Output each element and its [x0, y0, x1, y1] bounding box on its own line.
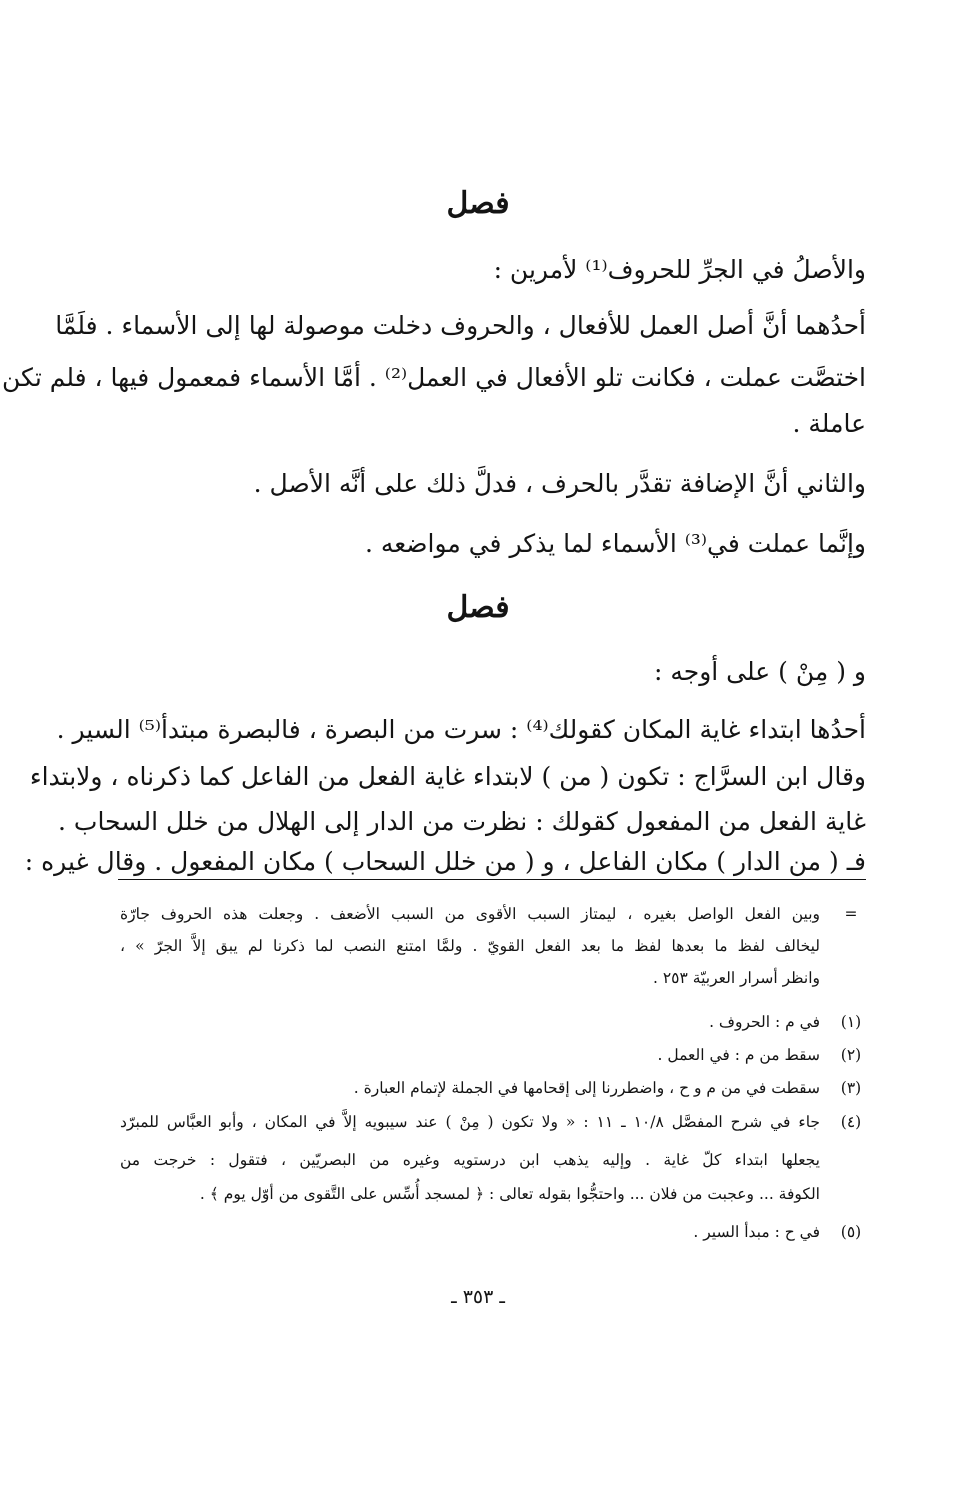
footnote-line: في ح : مبدأ السير .: [693, 1223, 820, 1241]
text-line: وإنَّما عملت في⁽³⁾ الأسماء لما يذكر في مواضعه .: [364, 529, 866, 558]
text-line: وقال ابن السرَّاج : تكون ( من ) لابتداء غاية الفعل من الفاعل كما ذكرناه ، ولابتداء: [29, 762, 866, 791]
footnote-number: (٣): [840, 1079, 862, 1097]
text-line: أحدُهما أنَّ أصل العمل للأفعال ، والحروف دخلت موصولة لها إلى الأسماء . فلَمَّا: [55, 311, 866, 340]
text-line: عاملة .: [792, 409, 866, 438]
text-line: غاية الفعل من المفعول كقولك : نظرت من الدار إلى الهلال من خلل السحاب .: [58, 807, 866, 836]
footnote-line: سقطت في من م و ح ، واضطررنا إلى إقحامها في الجملة لإتمام العبارة .: [353, 1079, 820, 1097]
text-line: فـ ( من الدار ) مكان الفاعل ، و ( من خلل السحاب ) مكان المفعول . وقال غيره :: [24, 847, 866, 876]
footnote-line: في م : الحروف .: [709, 1013, 820, 1031]
footnote-number: (٢): [840, 1046, 862, 1064]
footnote-line: يجعلها ابتداء كلّ غاية . وإليه يذهب ابن درستويه وغيره من البصريّين ، فتقول : خرجت من: [120, 1151, 820, 1169]
section-heading-1: فصل: [446, 186, 510, 221]
footnote-number: (١): [840, 1013, 862, 1031]
footnote-line: وبين الفعل الواصل بغيره ، ليمتاز السبب الأقوى من السبب الأضعف . وجعلت هذه الحروف جارّة: [120, 905, 820, 923]
footnote-line: سقط من م : في العمل .: [657, 1046, 820, 1064]
footnote-line: جاء في شرح المفصَّل ١٠/٨ ـ ١١ : « ولا تكون ( مِنْ ) عند سيبويه إلاَّ في المكان ، وأبو العبَّاس للمبرّد: [120, 1113, 820, 1131]
text-line: و ( مِنْ ) على أوجه :: [653, 657, 866, 686]
footnote-line: وانظر أسرار العربيّة ٢٥٣ .: [653, 969, 820, 987]
footnote-line: ليخالف لفظ ما بعدها لفظ ما بعد الفعل القويّ . ولمَّا امتنع النصب لما ذكرنا لم يبق إلاَّ الجرّ » ،: [120, 937, 820, 955]
footnote-continuation-marker: =: [844, 905, 858, 923]
footnote-separator: [118, 879, 866, 880]
footnote-number: (٥): [840, 1223, 862, 1241]
footnote-number: (٤): [840, 1113, 862, 1131]
text-line: والثاني أنَّ الإضافة تقدَّر بالحرف ، فدلَّ ذلك على أنَّه الأصل .: [253, 469, 866, 498]
footnote-line: الكوفة ... وعجبت من فلان ... واحتجُّوا بقوله تعالى : ﴿ لمسجد أُسِّس على التَّقوى من أوّل يوم ﴾ .: [199, 1185, 820, 1203]
text-line: أحدُها ابتداء غاية المكان كقولك⁽⁴⁾ : سرت من البصرة ، فالبصرة مبتدأ⁽⁵⁾ السير .: [56, 715, 866, 744]
text-line: اختصَّت عملت ، فكانت تلو الأفعال في العمل⁽²⁾ . أمَّا الأسماء فمعمول فيها ، فلم تكن: [1, 363, 866, 392]
section-heading-2: فصل: [446, 590, 510, 625]
page-number: ـ ٣٥٣ ـ: [451, 1286, 505, 1308]
text-line: والأصلُ في الجرِّ للحروف⁽¹⁾ لأمرين :: [493, 255, 866, 284]
